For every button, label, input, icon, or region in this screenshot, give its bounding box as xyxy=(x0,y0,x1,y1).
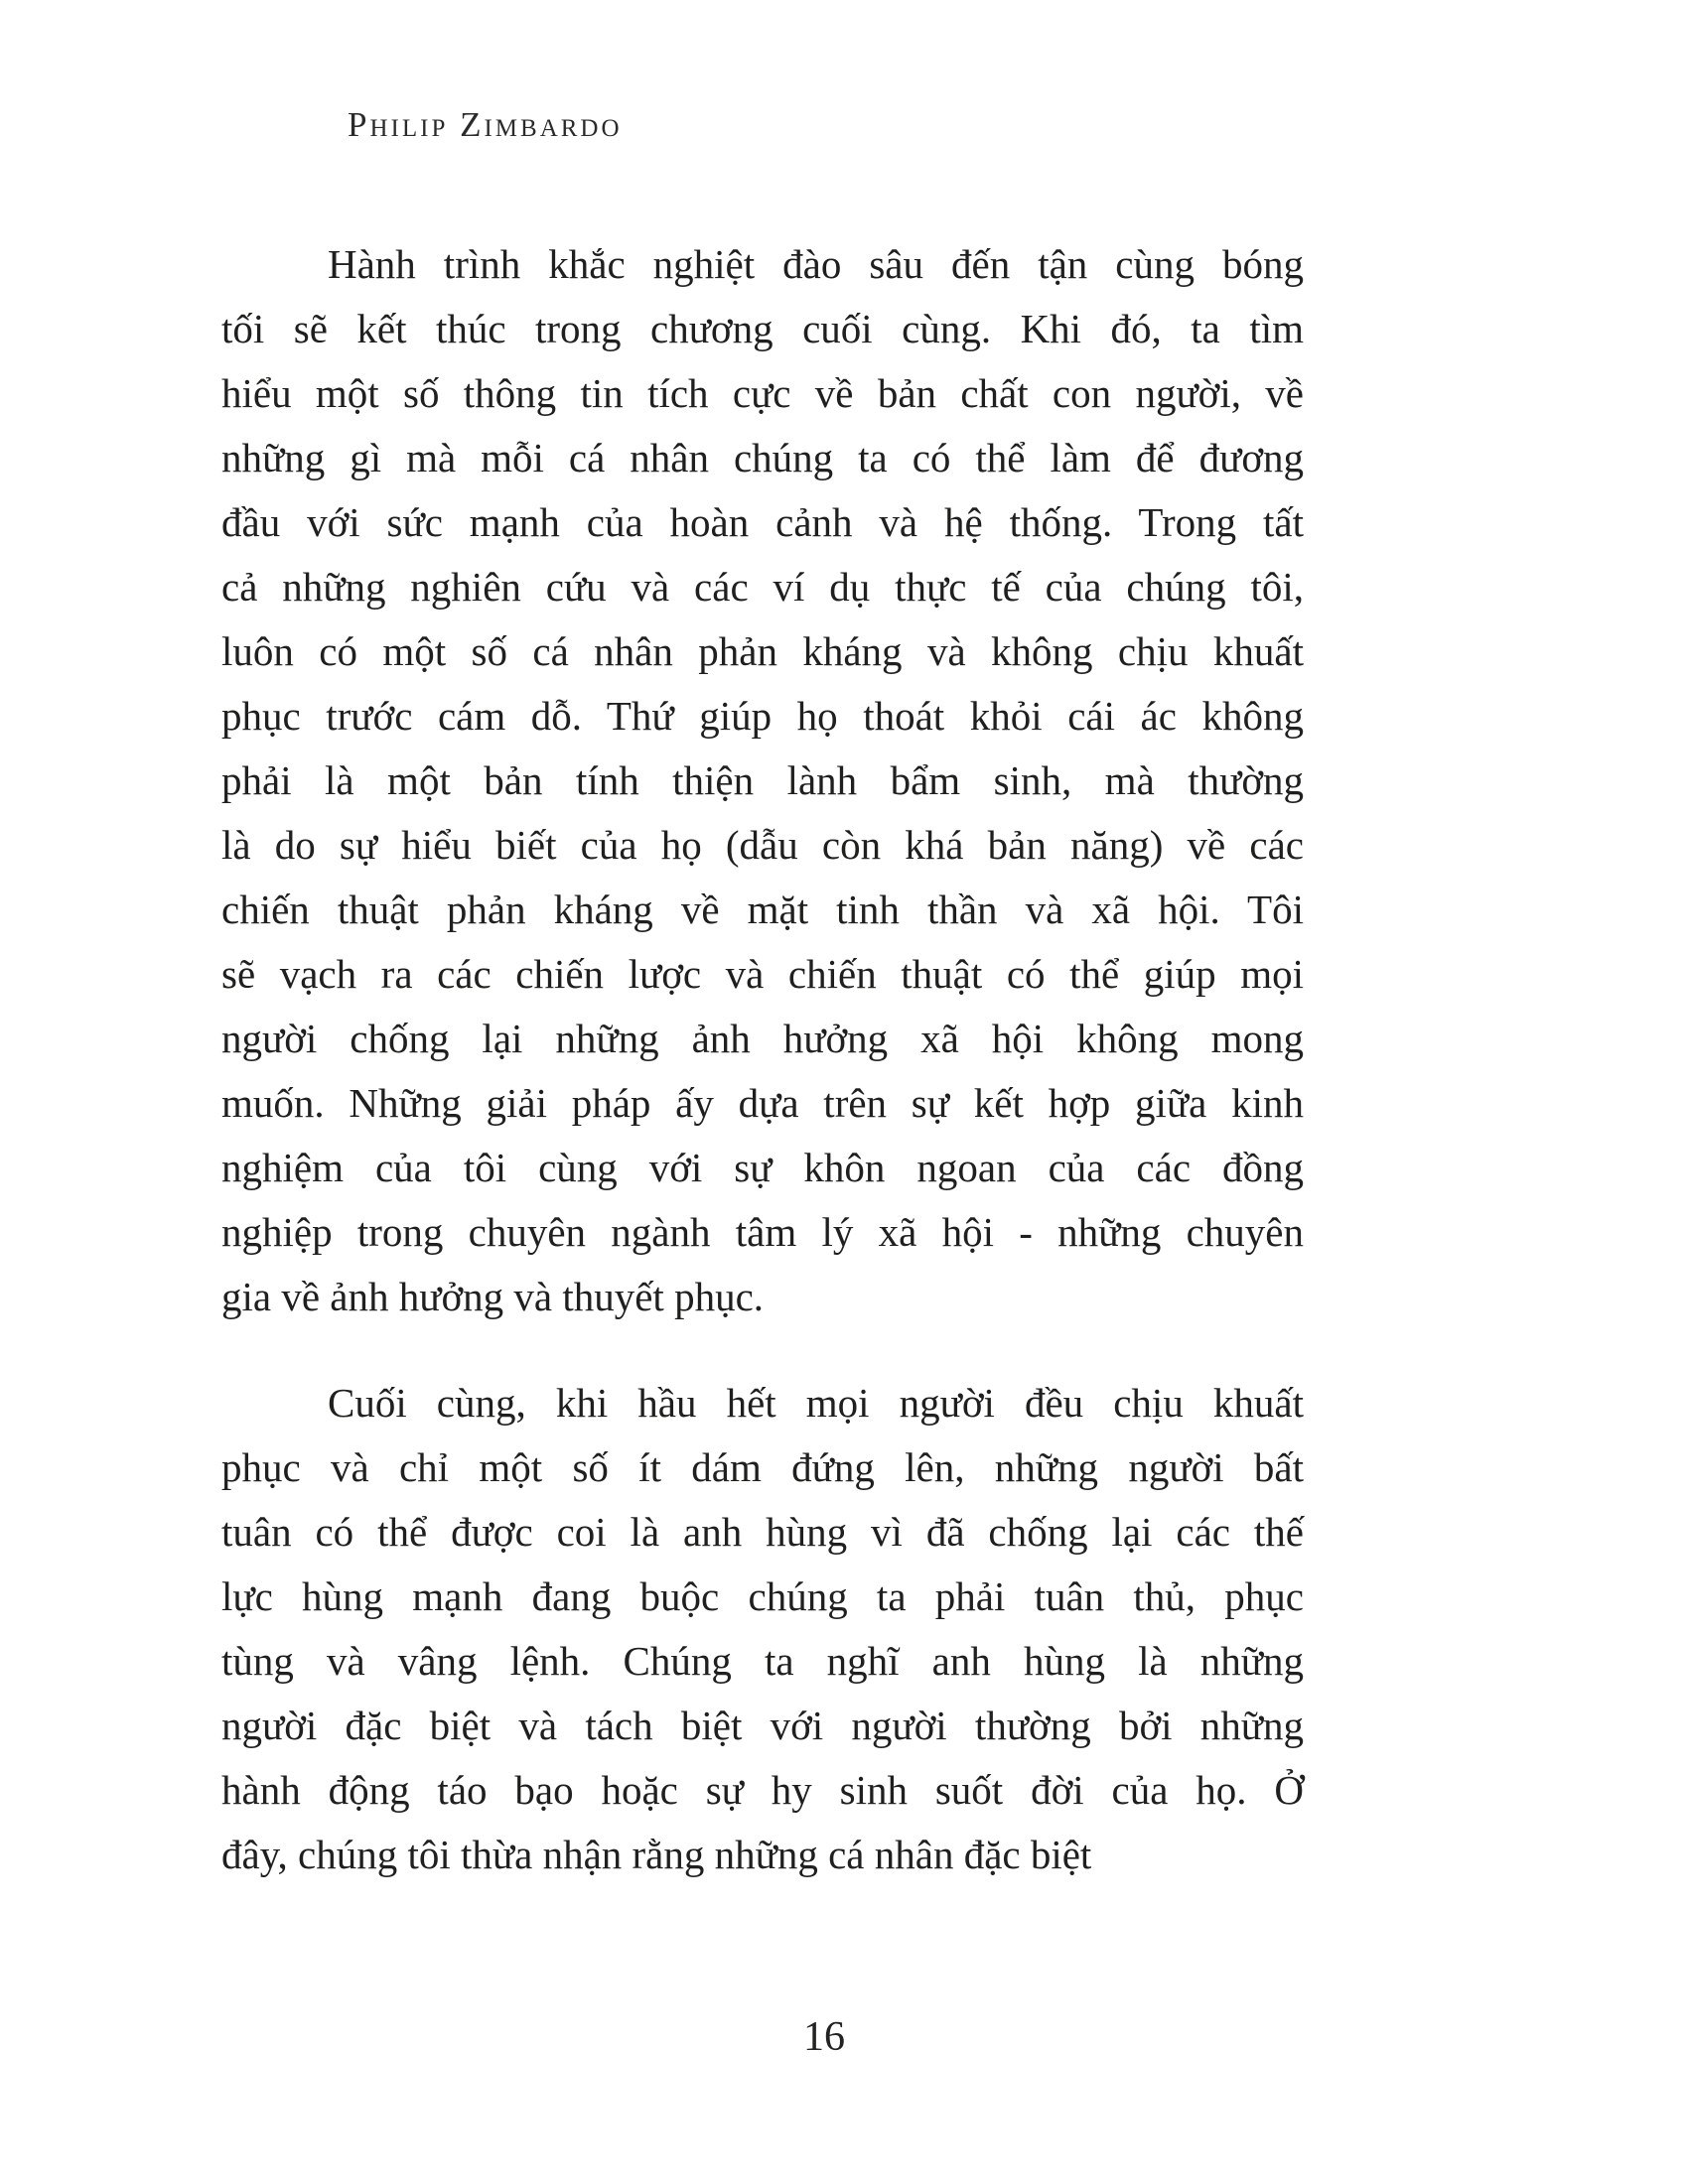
text-line: luôn có một số cá nhân phản kháng và không chịu khuất xyxy=(221,628,1304,674)
text-line: tuân có thể được coi là anh hùng vì đã chống lại các thế xyxy=(221,1509,1304,1555)
body-text xyxy=(221,232,1304,1887)
text-line: Cuối cùng, khi hầu hết mọi người đều chịu khuất xyxy=(328,1380,1304,1426)
text-line: muốn. Những giải pháp ấy dựa trên sự kết hợp giữa kinh xyxy=(221,1080,1304,1126)
text-line: cả những nghiên cứu và các ví dụ thực tế của chúng tôi, xyxy=(221,564,1304,610)
text-line: đây, chúng tôi thừa nhận rằng những cá nhân đặc biệt xyxy=(221,1832,1092,1877)
text-line: hiểu một số thông tin tích cực về bản chất con người, về xyxy=(221,370,1304,416)
text-line: phải là một bản tính thiện lành bẩm sinh, mà thường xyxy=(221,757,1304,803)
text-line: là do sự hiểu biết của họ (dẫu còn khá bản năng) về các xyxy=(221,822,1304,868)
text-line: đầu với sức mạnh của hoàn cảnh và hệ thống. Trong tất xyxy=(221,499,1304,545)
text-line: người đặc biệt và tách biệt với người thường bởi những xyxy=(221,1703,1304,1748)
page-number: 16 xyxy=(803,2014,845,2060)
text-line: sẽ vạch ra các chiến lược và chiến thuật có thể giúp mọi xyxy=(221,951,1304,997)
paragraph xyxy=(221,232,1304,1329)
text-line: tối sẽ kết thúc trong chương cuối cùng. Khi đó, ta tìm xyxy=(221,306,1304,351)
text-line: Hành trình khắc nghiệt đào sâu đến tận cùng bóng xyxy=(328,241,1304,287)
text-line: gia về ảnh hưởng và thuyết phục. xyxy=(221,1274,765,1319)
text-line: người chống lại những ảnh hưởng xã hội không mong xyxy=(221,1016,1304,1061)
text-line: chiến thuật phản kháng về mặt tinh thần và xã hội. Tôi xyxy=(221,887,1304,932)
text-line: nghiệm của tôi cùng với sự khôn ngoan của các đồng xyxy=(221,1145,1304,1190)
text-line: những gì mà mỗi cá nhân chúng ta có thể làm để đương xyxy=(221,435,1304,480)
text-line: phục và chỉ một số ít dám đứng lên, những người bất xyxy=(221,1444,1304,1490)
text-line: phục trước cám dỗ. Thứ giúp họ thoát khỏi cái ác không xyxy=(221,693,1304,739)
text-line: tùng và vâng lệnh. Chúng ta nghĩ anh hùng là những xyxy=(221,1638,1304,1684)
text-line: hành động táo bạo hoặc sự hy sinh suốt đời của họ. Ở xyxy=(221,1767,1304,1813)
text-line: lực hùng mạnh đang buộc chúng ta phải tuân thủ, phục xyxy=(221,1573,1304,1619)
running-head-author: Philip Zimbardo xyxy=(348,105,623,144)
text-line: nghiệp trong chuyên ngành tâm lý xã hội - những chuyên xyxy=(221,1209,1304,1255)
paragraph xyxy=(221,1371,1304,1887)
